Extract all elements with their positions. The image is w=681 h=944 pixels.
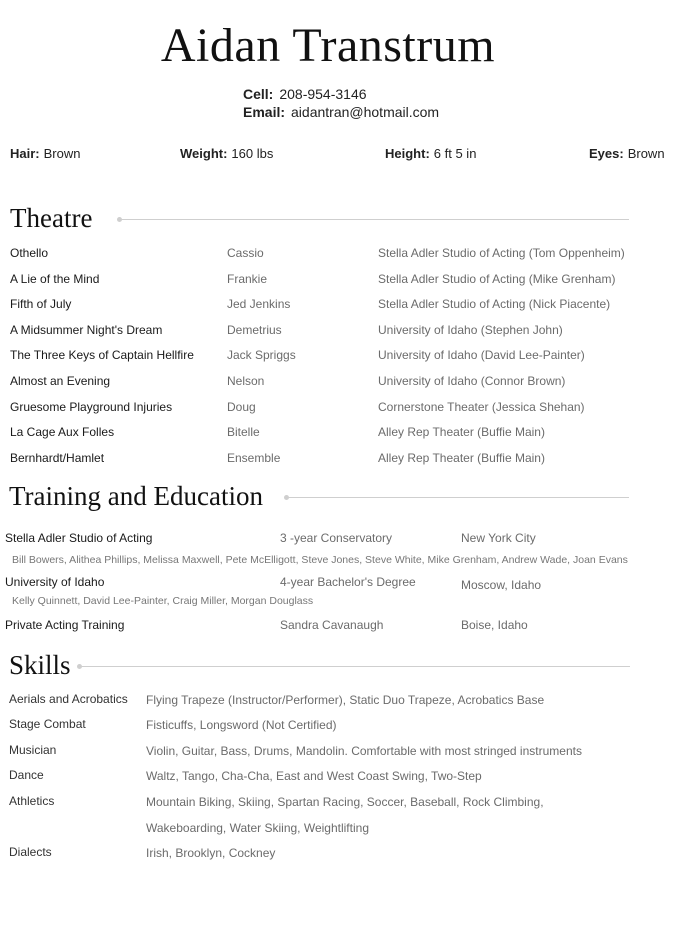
theatre-role: Bitelle [227,425,260,440]
theatre-show: A Midsummer Night's Dream [10,322,163,337]
attr-weight [180,146,273,161]
theatre-row [0,323,681,341]
hair-value: Brown [43,146,81,161]
theatre-show: The Three Keys of Captain Hellfire [10,348,194,363]
training-row [0,531,681,549]
theatre-heading: Theatre [10,203,93,233]
training-location: Boise, Idaho [461,618,528,632]
theatre-show: Bernhardt/Hamlet [10,450,105,465]
training-school: Private Acting Training [5,618,125,632]
skill-value: Irish, Brooklyn, Cockney [146,846,276,860]
theatre-show: Fifth of July [10,297,72,312]
theatre-show: A Lie of the Mind [10,271,100,286]
theatre-row [0,374,681,392]
theatre-show: La Cage Aux Folles [10,425,115,440]
theatre-company: Stella Adler Studio of Acting (Tom Oppenheim) [378,246,625,260]
theatre-role: Demetrius [227,322,282,337]
theatre-show: Almost an Evening [10,374,111,388]
theatre-role: Frankie [227,271,268,286]
training-program: 3 -year Conservatory [280,531,393,545]
theatre-role: Jack Spriggs [227,348,296,363]
email-line [243,104,439,120]
training-program: 4-year Bachelor's Degree [280,575,416,589]
skill-label: Dance [9,768,44,782]
skill-label: Stage Combat [9,717,86,731]
training-row [0,618,681,636]
eyes-value: Brown [627,146,665,161]
skill-label: Athletics [9,794,55,808]
resume-name: Aidan Transtrum [160,19,496,72]
theatre-role: Doug [227,399,256,414]
eyes-label: Eyes: [589,146,624,161]
training-divider [287,497,629,498]
skill-label: Dialects [9,845,52,859]
theatre-company: Cornerstone Theater (Jessica Shehan) [378,399,585,414]
skill-value: Violin, Guitar, Bass, Drums, Mandolin. Comfortable with most stringed instruments [146,744,582,758]
theatre-divider [120,219,629,220]
height-label: Height: [385,146,430,161]
theatre-row [0,425,681,443]
theatre-row [0,246,681,264]
theatre-show: Gruesome Playground Injuries [10,399,173,414]
training-school: Stella Adler Studio of Acting [5,531,153,545]
attr-eyes [589,146,665,161]
training-school: University of Idaho [5,575,105,589]
theatre-row [0,400,681,418]
theatre-role: Ensemble [227,450,281,465]
theatre-company: Alley Rep Theater (Buffie Main) [378,425,545,440]
attr-height [385,146,476,161]
skill-value: Mountain Biking, Skiing, Spartan Racing, Soccer, Baseball, Rock Climbing, [146,795,544,809]
theatre-row [0,297,681,315]
training-heading: Training and Education [9,481,263,511]
training-location: Moscow, Idaho [461,578,542,592]
skill-value: Wakeboarding, Water Skiing, Weightlifting [146,821,369,835]
skill-value: Fisticuffs, Longsword (Not Certified) [146,718,337,732]
theatre-row [0,348,681,366]
theatre-company: University of Idaho (Stephen John) [378,322,563,337]
skill-label: Aerials and Acrobatics [9,692,128,706]
theatre-role: Nelson [227,374,265,388]
cell-line [243,86,367,102]
theatre-row [0,451,681,469]
skill-value: Flying Trapeze (Instructor/Performer), Static Duo Trapeze, Acrobatics Base [146,693,545,707]
height-value: 6 ft 5 in [433,146,477,161]
training-program: Sandra Cavanaugh [280,618,384,632]
training-teachers: Bill Bowers, Alithea Phillips, Melissa Maxwell, Pete McElligott, Steve Jones, Steve White, Mike Grenham, Andrew Wade, Joan Evans [12,554,628,566]
training-row [0,575,681,593]
hair-label: Hair: [10,146,40,161]
attr-hair [10,146,80,161]
skill-label: Musician [9,743,57,757]
theatre-role: Cassio [227,246,264,260]
weight-label: Weight: [180,146,228,161]
skills-divider [80,666,630,667]
theatre-company: University of Idaho (Connor Brown) [378,374,566,388]
theatre-show: Othello [10,246,49,260]
training-teachers: Kelly Quinnett, David Lee-Painter, Craig Miller, Morgan Douglass [12,595,314,607]
cell-value: 208-954-3146 [279,86,367,102]
theatre-role: Jed Jenkins [227,297,291,312]
theatre-company: University of Idaho (David Lee-Painter) [378,348,585,363]
theatre-row [0,272,681,290]
theatre-company: Alley Rep Theater (Buffie Main) [378,450,545,465]
weight-value: 160 lbs [231,146,274,161]
skills-heading: Skills [9,650,71,680]
skill-value: Waltz, Tango, Cha-Cha, East and West Coast Swing, Two-Step [146,769,482,783]
email-value: aidantran@hotmail.com [291,104,440,120]
training-location: New York City [461,531,536,545]
email-label: Email: [243,104,286,120]
theatre-company: Stella Adler Studio of Acting (Mike Grenham) [378,271,616,286]
cell-label: Cell: [243,86,274,102]
theatre-company: Stella Adler Studio of Acting (Nick Piacente) [378,297,611,312]
